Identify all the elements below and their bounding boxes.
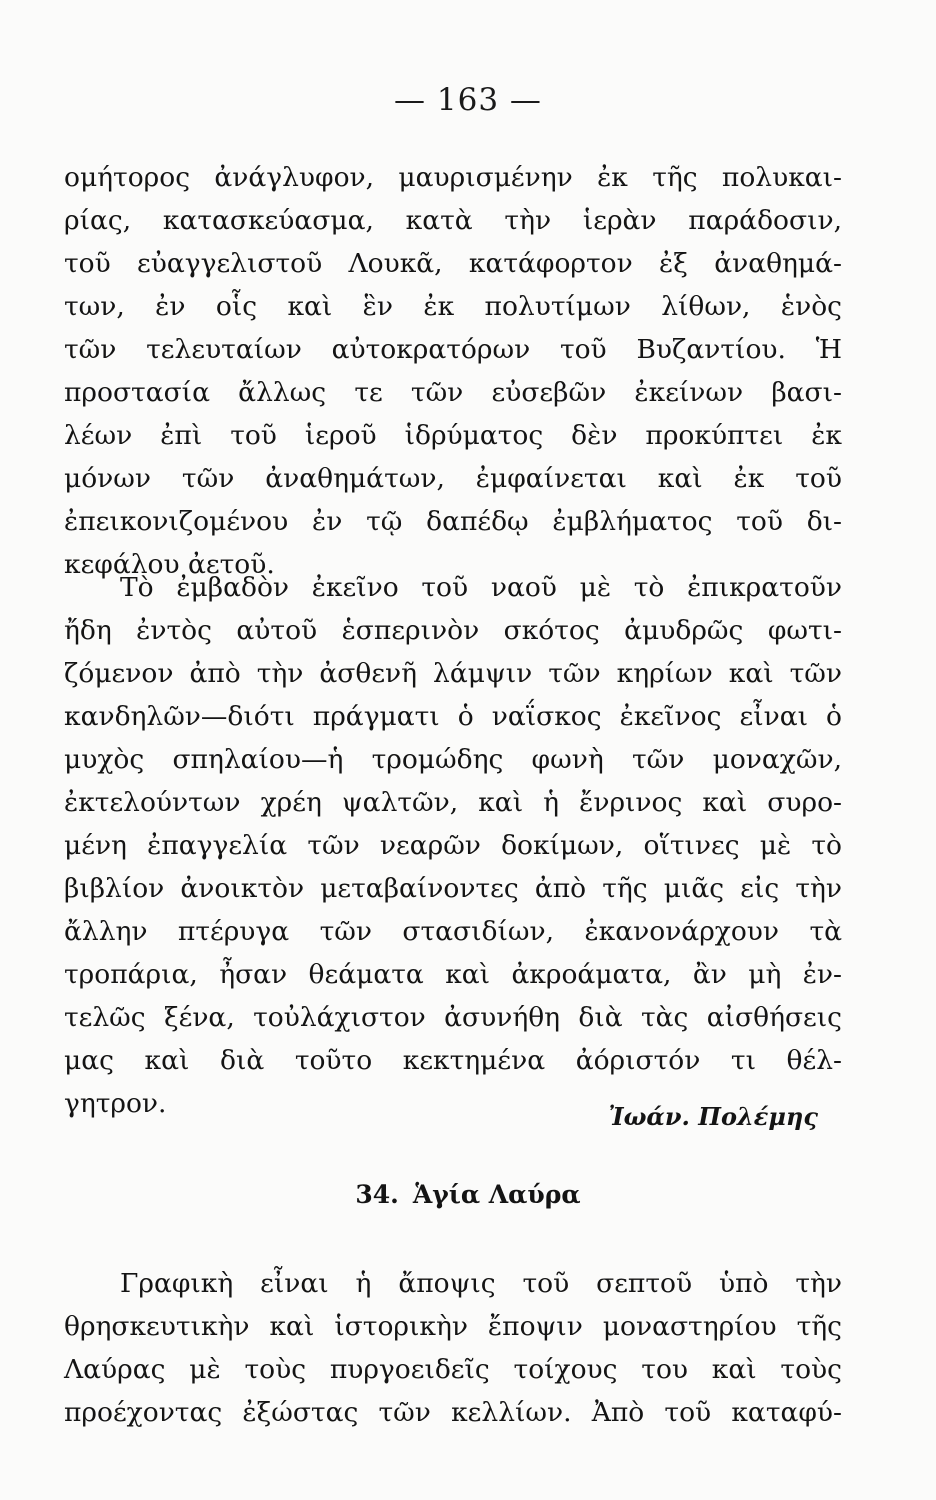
text-line: τοῦ εὐαγγελιστοῦ Λουκᾶ, κατάφορτον ἐξ ἀναθημά- xyxy=(64,248,842,279)
text-line: μένη ἐπαγγελία τῶν νεαρῶν δοκίμων, οἵτινες μὲ τὸ xyxy=(64,830,842,861)
text-line: ζόμενον ἀπὸ τὴν ἀσθενῆ λάμψιν τῶν κηρίων καὶ τῶν xyxy=(64,658,842,689)
text-line: των, ἐν οἷς καὶ ἓν ἐκ πολυτίμων λίθων, ἑνὸς xyxy=(64,291,842,322)
text-line: Τὸ ἐμβαδὸν ἐκεῖνο τοῦ ναοῦ μὲ τὸ ἐπικρατοῦν xyxy=(120,572,842,603)
text-line: κανδηλῶν—διότι πράγματι ὁ ναΐσκος ἐκεῖνος εἶναι ὁ xyxy=(64,701,842,732)
paragraph-2 xyxy=(64,566,842,1125)
text-line: μυχὸς σπηλαίου—ἡ τρομώδης φωνὴ τῶν μοναχῶν, xyxy=(64,744,842,775)
text-line: μόνων τῶν ἀναθημάτων, ἐμφαίνεται καὶ ἐκ τοῦ xyxy=(64,463,842,494)
text-line: ἄλλην πτέρυγα τῶν στασιδίων, ἐκανονάρχουν τὰ xyxy=(64,916,842,947)
text-line: γητρον. xyxy=(64,1088,167,1119)
text-line: θρησκευτικὴν καὶ ἱστορικὴν ἔποψιν μοναστηρίου τῆς xyxy=(64,1311,842,1342)
text-line: ομήτορος ἀνάγλυφον, μαυρισμένην ἐκ τῆς πολυκαι- xyxy=(64,162,842,193)
text-line: τελῶς ξένα, τοὐλάχιστον ἀσυνήθη διὰ τὰς αἰσθήσεις xyxy=(64,1002,842,1033)
text-line: Λαύρας μὲ τοὺς πυργοειδεῖς τοίχους του καὶ τοὺς xyxy=(64,1354,842,1385)
text-line: ρίας, κατασκεύασμα, κατὰ τὴν ἱερὰν παράδοσιν, xyxy=(64,205,842,236)
text-line: προέχοντας ἐξώστας τῶν κελλίων. Ἀπὸ τοῦ καταφύ- xyxy=(64,1397,842,1428)
page-number: — 163 — xyxy=(394,82,542,118)
text-line: βιβλίον ἀνοικτὸν μεταβαίνοντες ἀπὸ τῆς μιᾶς εἰς τὴν xyxy=(64,873,842,904)
text-line: ἐπεικονιζομένου ἐν τῷ δαπέδῳ ἐμβλήματος τοῦ δι- xyxy=(64,506,842,537)
section-title: Ἁγία Λαύρα xyxy=(412,1180,581,1209)
text-line: τῶν τελευταίων αὐτοκρατόρων τοῦ Βυζαντίου. Ἡ xyxy=(64,334,842,365)
paragraph-3 xyxy=(64,1262,842,1434)
section-heading xyxy=(0,1180,936,1209)
paragraph-1 xyxy=(64,156,842,586)
text-line: λέων ἐπὶ τοῦ ἱεροῦ ἱδρύματος δὲν προκύπτει ἐκ xyxy=(64,420,842,451)
text-line: κεφάλου ἀετοῦ. xyxy=(64,549,275,580)
author-signature: Ἰωάν. Πολέμης xyxy=(608,1102,818,1131)
text-line: τροπάρια, ἦσαν θεάματα καὶ ἀκροάματα, ἂν μὴ ἐν- xyxy=(64,959,842,990)
text-line: μας καὶ διὰ τοῦτο κεκτημένα ἀόριστόν τι θέλ- xyxy=(64,1045,842,1076)
text-line: ἐκτελούντων χρέη ψαλτῶν, καὶ ἡ ἔνρινος καὶ συρο- xyxy=(64,787,842,818)
text-line: προστασία ἄλλως τε τῶν εὐσεβῶν ἐκείνων βασι- xyxy=(64,377,842,408)
text-line: ἤδη ἐντὸς αὐτοῦ ἑσπερινὸν σκότος ἀμυδρῶς φωτι- xyxy=(64,615,842,646)
text-line: Γραφικὴ εἶναι ἡ ἄποψις τοῦ σεπτοῦ ὑπὸ τὴν xyxy=(120,1268,842,1299)
section-number: 34. xyxy=(355,1180,399,1209)
